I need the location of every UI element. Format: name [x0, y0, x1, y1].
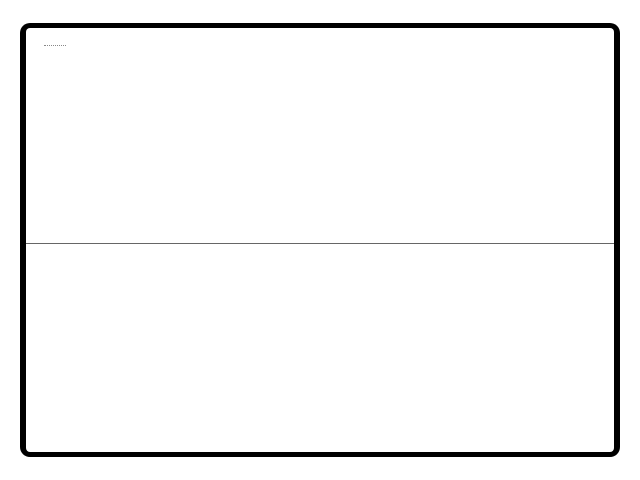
fold-line	[26, 243, 614, 244]
planner-page	[26, 28, 614, 452]
spiral-binding	[26, 226, 614, 264]
top-dotted-line	[44, 45, 66, 46]
planner-frame	[20, 23, 620, 457]
